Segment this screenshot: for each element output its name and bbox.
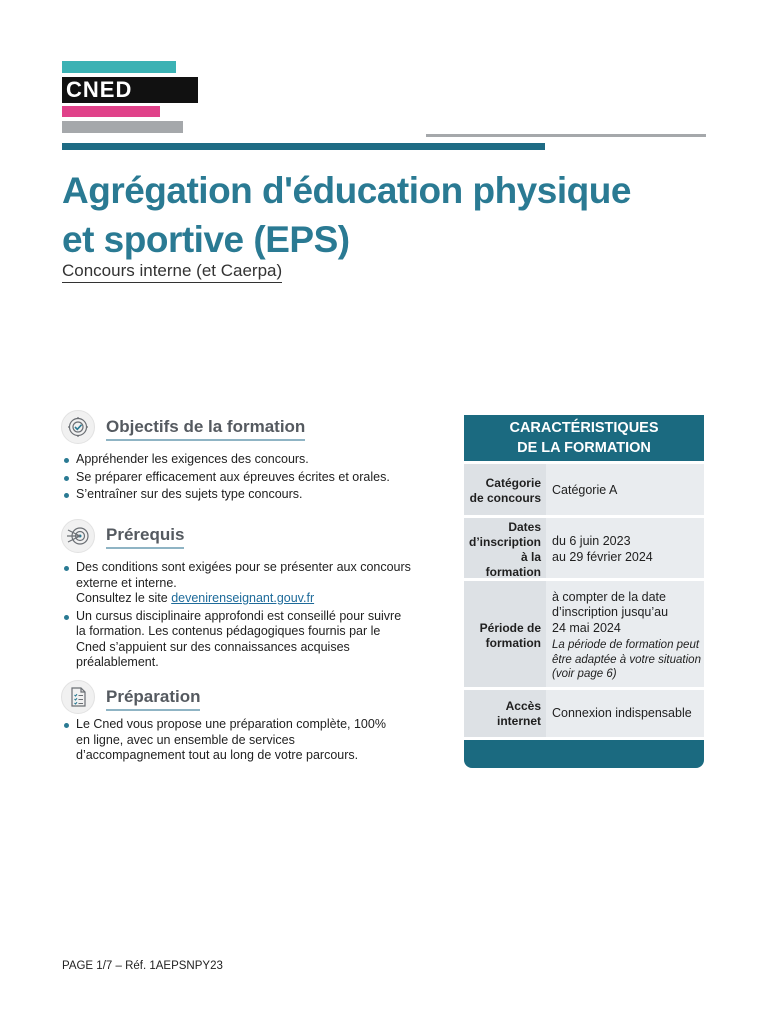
title-line-1: Agrégation d'éducation physique (62, 170, 631, 211)
document-checklist-icon (61, 680, 95, 714)
objectifs-list (62, 452, 412, 505)
consult-site-label: Consultez le site (76, 591, 172, 605)
card-key (464, 581, 546, 690)
card-value-line: d’inscription jusqu’au (552, 605, 669, 619)
title-line-2: et sportive (EPS) (62, 219, 350, 260)
card-heading-line-1: CARACTÉRISTIQUES (509, 420, 659, 436)
card-value (546, 464, 704, 518)
card-value (546, 581, 704, 690)
list-item: Se préparer efficacement aux épreuves écrites et orales. (62, 470, 412, 486)
cned-logo: CNED (62, 77, 198, 103)
target-check-icon (61, 410, 95, 444)
card-key-line: d’inscription (469, 534, 541, 549)
card-key (464, 690, 546, 737)
prerequis-list (62, 560, 412, 673)
list-item: Le Cned vous propose une préparation complète, 100% en ligne, avec un ensemble de services d’accompagnement tout au long de votre parcours. (62, 717, 392, 764)
card-key-line: formation (485, 635, 541, 650)
card-value (546, 518, 704, 581)
page-title (62, 166, 682, 264)
card-key-line: Période de (479, 620, 541, 635)
card-key-line: Accès (505, 698, 541, 713)
card-row-categorie (464, 461, 704, 518)
card-key-line: de concours (469, 491, 541, 505)
card-value-note: La période de formation peut être adaptée à votre situation (voir page 6) (552, 639, 701, 680)
list-item: S’entraîner sur des sujets type concours. (62, 487, 412, 503)
list-item (62, 560, 412, 607)
card-value-line: au 29 février 2024 (552, 549, 653, 564)
prerequis-conditions-text: Des conditions sont exigées pour se présenter aux concours externe et interne. (76, 560, 411, 590)
card-value (546, 690, 704, 737)
card-key (464, 464, 546, 518)
card-value-line: du 6 juin 2023 (552, 534, 631, 548)
card-value-line: 24 mai 2024 (552, 620, 621, 635)
card-heading-line-2: DE LA FORMATION (517, 440, 651, 456)
card-value-line: à compter de la date (552, 589, 666, 604)
card-heading (464, 415, 704, 461)
devenirenseignant-link[interactable]: devenirenseignant.gouv.fr (171, 591, 315, 605)
card-key-line: Catégorie (485, 476, 541, 490)
card-key-line: internet (496, 713, 541, 728)
list-item: Appréhender les exigences des concours. (62, 452, 412, 468)
card-value-line: Connexion indispensable (552, 705, 692, 720)
card-row-dates (464, 515, 704, 581)
logo-bar-teal (62, 61, 176, 73)
card-value-line: Catégorie A (552, 483, 618, 498)
page-subtitle: Concours interne (et Caerpa) (62, 261, 282, 283)
list-item: Un cursus disciplinaire approfondi est conseillé pour suivre la formation. Les contenus pédagogiques fournis par le Cned s’appuient sur des connaissances acquises préalablement. (62, 609, 412, 671)
characteristics-card (464, 415, 704, 768)
card-key-line: à la formation (485, 549, 541, 579)
header-rule-grey (426, 134, 706, 137)
card-row-acces (464, 687, 704, 737)
logo-bar-pink (62, 106, 160, 117)
dart-target-icon (61, 519, 95, 553)
card-key (464, 518, 546, 581)
preparation-list (62, 717, 392, 766)
section-title-preparation: Préparation (106, 687, 200, 711)
page-footer: PAGE 1/7 – Réf. 1AEPSNPY23 (62, 960, 223, 972)
section-title-prerequis: Prérequis (106, 525, 184, 549)
card-row-periode (464, 578, 704, 690)
logo-bar-grey (62, 121, 183, 133)
header-rule-teal (62, 143, 545, 150)
card-key-line: Dates (508, 519, 541, 534)
section-title-objectifs: Objectifs de la formation (106, 417, 305, 441)
card-footer-bar (464, 740, 704, 768)
